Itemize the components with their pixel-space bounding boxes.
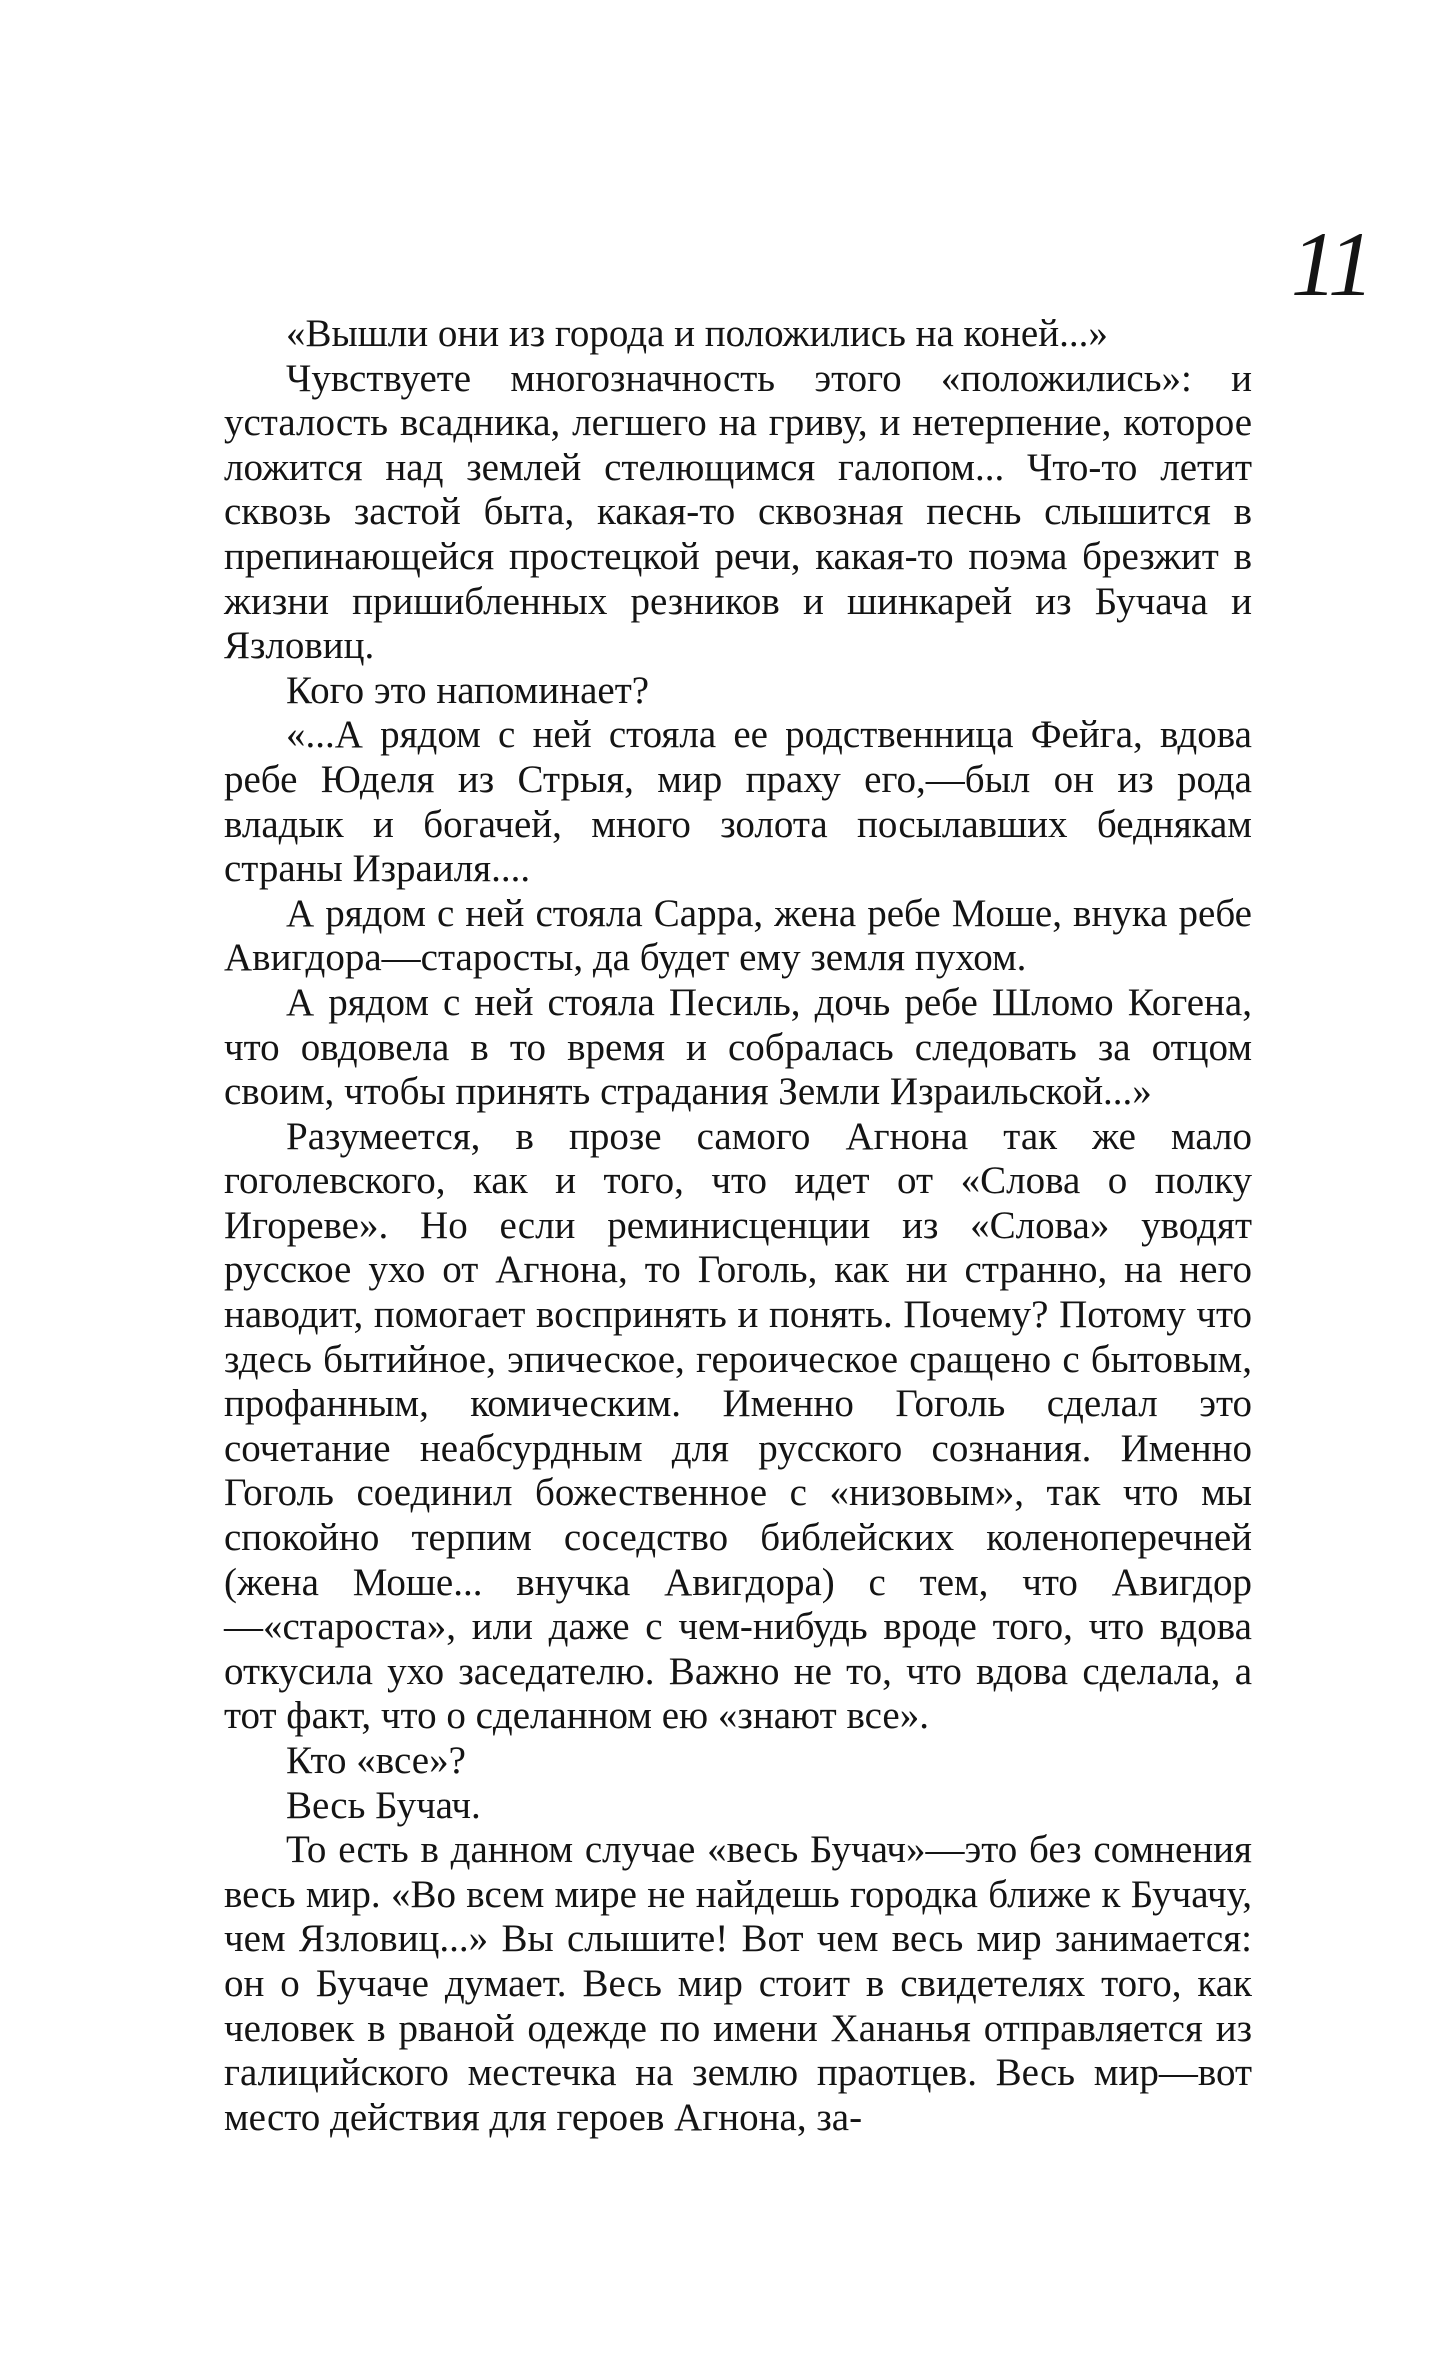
paragraph: Весь Бучач.	[286, 1783, 481, 1827]
paragraph: Чувствуете многозначность этого «положились»: и усталость всадника, легшего на гриву, и нетерпение, которое ложится над землей стелющимся галопом... Что-то летит сквозь застой быта, какая-то сквозная песнь слышится в препинающейся простецкой речи, какая-то поэма брезжит в жизни пришибленных резников и шинкарей из Бучача и Язловиц.	[224, 356, 1252, 668]
paragraph: «...А рядом с ней стояла ее родственница Фейга, вдова ребе Юделя из Стрыя, мир праху его,—был он из рода владык и богачей, много золота посылавших беднякам страны Израиля....	[224, 713, 1252, 891]
paragraph: Кого это напоминает?	[286, 668, 650, 712]
paragraph: Разумеется, в прозе самого Агнона так же мало гоголевского, как и того, что идет от «Слова о полку Игореве». Но если реминисценции из «Слова» уводят русское ухо от Агнона, то Гоголь, как ни странно, на него наводит, помогает воспринять и понять. Почему? Потому что здесь бытийное, эпическое, героическое сращено с бытовым, профанным, комическим. Именно Гоголь сделал это сочетание неабсурдным для русского сознания. Именно Гоголь соединил божественное с «низовым», так что мы спокойно терпим соседство библейских коленоперечней (жена Моше... внучка Авигдора) с тем, что Авигдор—«староста», или даже с чем-нибудь вроде того, что вдова откусила ухо заседателю. Важно не то, что вдова сделала, а тот факт, что о сделанном ею «знают все».	[224, 1114, 1252, 1738]
page-number: 11	[1290, 213, 1372, 315]
paragraph: «Вышли они из города и положились на коней...»	[286, 312, 1108, 355]
paragraph: Кто «все»?	[286, 1739, 466, 1782]
paragraph: То есть в данном случае «весь Бучач»—это без сомнения весь мир. «Во всем мире не найдешь городка ближе к Бучачу, чем Язловиц...» Вы слышите! Вот чем весь мир занимается: он о Бучаче думает. Весь мир стоит в свидетелях того, как человек в рваной одежде по имени Хананья отправляется из галицийского местечка на землю праотцев. Весь мир—вот место действия для героев Агнона, за-	[224, 1828, 1252, 2139]
paragraph: А рядом с ней стояла Песиль, дочь ребе Шломо Когена, что овдовела в то время и собралась следовать за отцом своим, чтобы принять страдания Земли Израильской...»	[224, 980, 1252, 1114]
body-text	[224, 312, 1252, 2140]
paragraph: А рядом с ней стояла Сарра, жена ребе Моше, внука ребе Авигдора—старосты, да будет ему земля пухом.	[224, 891, 1252, 980]
